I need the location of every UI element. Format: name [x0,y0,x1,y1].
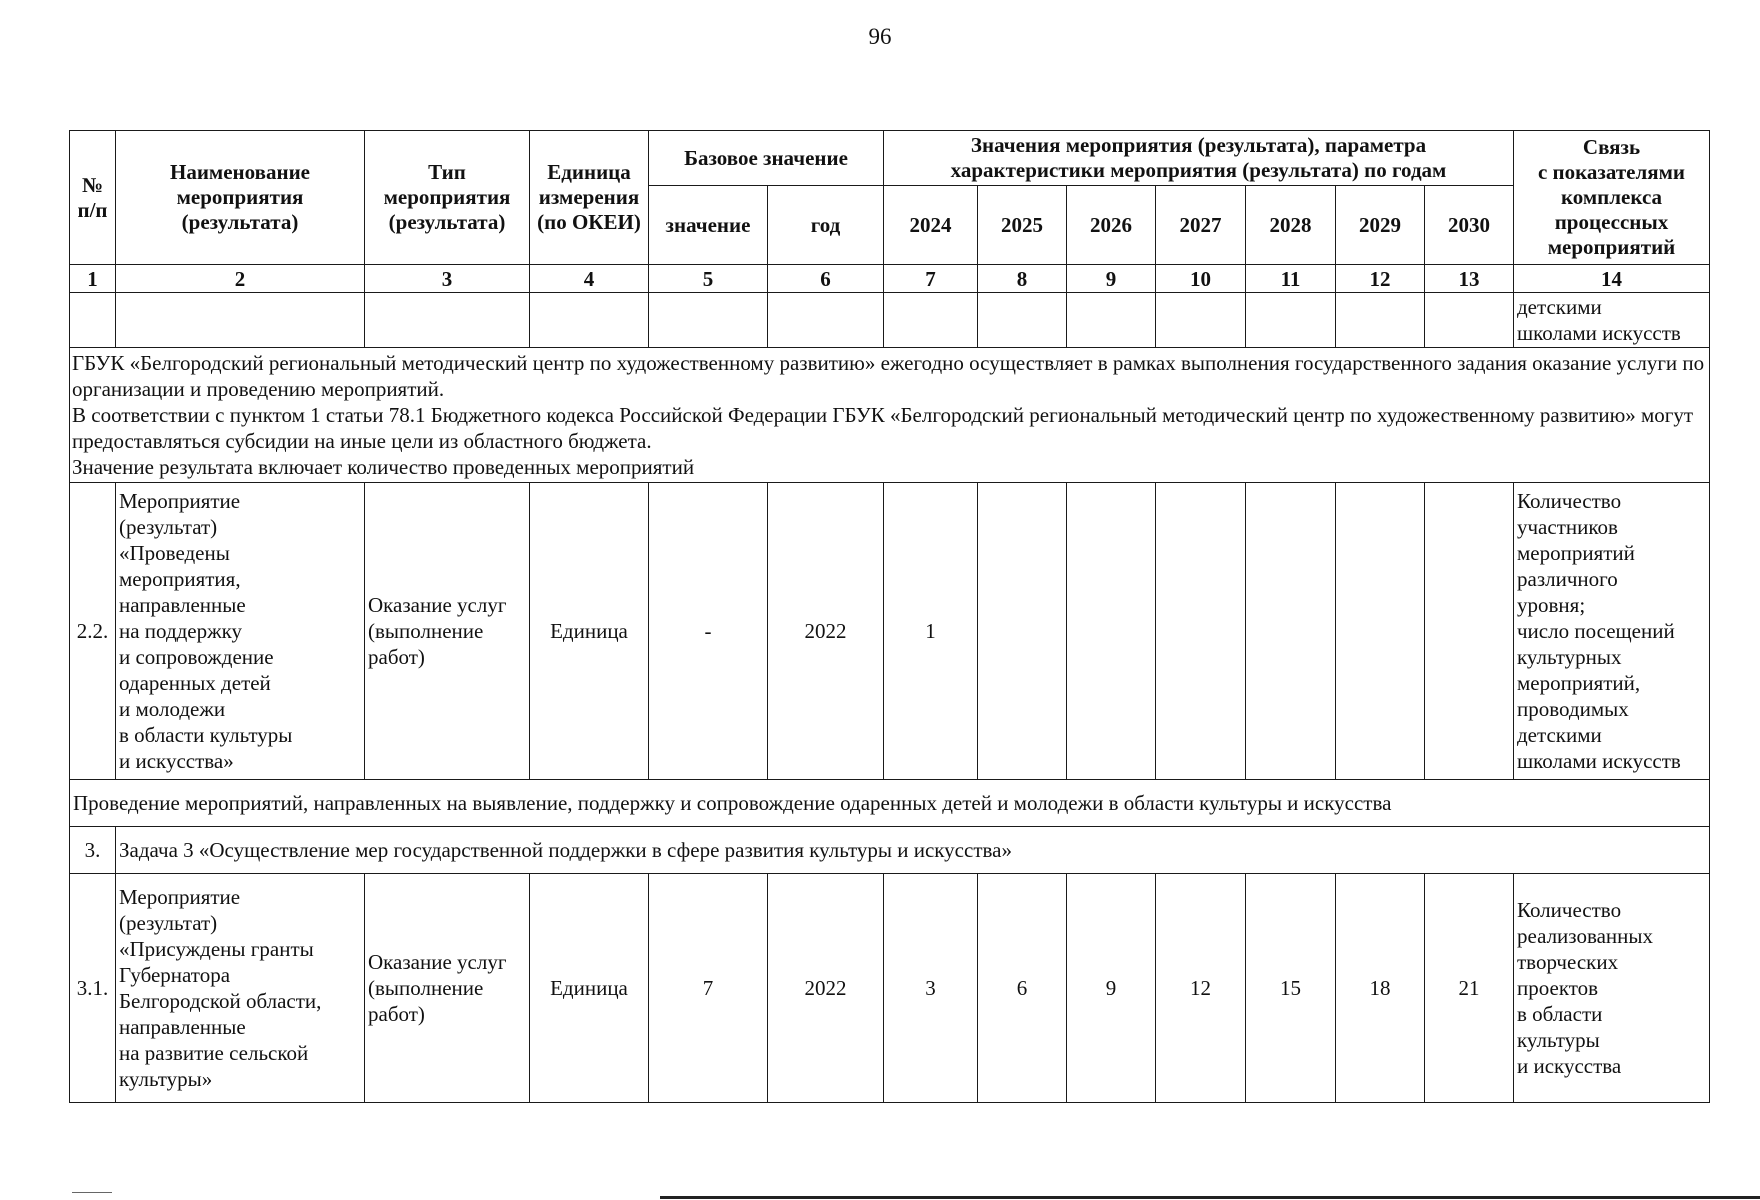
value-2028: 15 [1246,874,1336,1103]
column-number: 5 [649,265,768,293]
indicator-link: Количество участников мероприятий различного уровня; число посещений культурных мероприятий, проводимых детскими школами искусств [1514,483,1710,780]
measure-name: Мероприятие (результат) «Присуждены гранты Губернатора Белгородской области, направленные на развитие сельской культуры» [116,874,365,1103]
header-year-2024: 2024 [884,186,978,265]
column-number: 6 [768,265,884,293]
column-numbers-row [70,265,1710,293]
value-2028 [1246,483,1336,780]
header-unit: Единица измерения (по ОКЕИ) [530,131,649,265]
task-number: 3. [70,827,116,874]
header-year-2029: 2029 [1336,186,1425,265]
header-type: Тип мероприятия (результата) [365,131,530,265]
value-2024: 1 [884,483,978,780]
column-number: 3 [365,265,530,293]
continuation-row [70,293,1710,348]
header-num: № п/п [70,131,116,265]
column-number: 9 [1067,265,1156,293]
value-2027 [1156,483,1246,780]
measure-unit: Единица [530,483,649,780]
task-row [70,827,1710,874]
scan-mark [72,1192,112,1193]
value-2026: 9 [1067,874,1156,1103]
column-number: 10 [1156,265,1246,293]
measures-table [69,130,1710,1103]
header-base-year: год [768,186,884,265]
info-line: Значение результата включает количество проведенных мероприятий [72,455,695,479]
header-year-2025: 2025 [978,186,1067,265]
column-number: 11 [1246,265,1336,293]
column-number: 13 [1425,265,1514,293]
table-row-3-1 [70,874,1710,1103]
base-year: 2022 [768,483,884,780]
header-row [70,131,1710,186]
header-name: Наименование мероприятия (результата) [116,131,365,265]
value-2026 [1067,483,1156,780]
base-value: - [649,483,768,780]
column-number: 14 [1514,265,1710,293]
row-number: 2.2. [70,483,116,780]
header-year-2027: 2027 [1156,186,1246,265]
value-2029: 18 [1336,874,1425,1103]
info-line: В соответствии с пунктом 1 статьи 78.1 Бюджетного кодекса Российской Федерации ГБУК «Белгородский региональный методический центр по художественному развитию» могут предоставляться субсидии на иные цели из областного бюджета. [72,403,1694,453]
value-2025 [978,483,1067,780]
value-2027: 12 [1156,874,1246,1103]
base-value: 7 [649,874,768,1103]
value-2030 [1425,483,1514,780]
measure-type: Оказание услуг (выполнение работ) [365,483,530,780]
column-number: 1 [70,265,116,293]
header-values-group: Значения мероприятия (результата), параметра характеристики мероприятия (результата) по годам [884,131,1514,186]
column-number: 4 [530,265,649,293]
info-block-row [70,348,1710,483]
base-year: 2022 [768,874,884,1103]
info-block [70,348,1710,483]
header-year-2030: 2030 [1425,186,1514,265]
header-year-2026: 2026 [1067,186,1156,265]
column-number: 8 [978,265,1067,293]
value-2024: 3 [884,874,978,1103]
value-2029 [1336,483,1425,780]
measure-name: Мероприятие (результат) «Проведены мероприятия, направленные на поддержку и сопровождение одаренных детей и молодежи в области культуры и искусства» [116,483,365,780]
note-row [70,780,1710,827]
column-number: 7 [884,265,978,293]
info-line: ГБУК «Белгородский региональный методический центр по художественному развитию» ежегодно осуществляет в рамках выполнения государственного задания оказание услуги по организации и проведению мероприятий. [72,351,1705,401]
indicator-link: Количество реализованных творческих проектов в области культуры и искусства [1514,874,1710,1103]
value-2030: 21 [1425,874,1514,1103]
column-number: 2 [116,265,365,293]
header-year-2028: 2028 [1246,186,1336,265]
page-number: 96 [868,24,892,49]
task-text: Задача 3 «Осуществление мер государственной поддержки в сфере развития культуры и искусства» [116,827,1710,874]
continuation-link-cell: детскими школами искусств [1514,293,1710,348]
value-2025: 6 [978,874,1067,1103]
header-base-value: значение [649,186,768,265]
bottom-rule [660,1196,1760,1199]
column-number: 12 [1336,265,1425,293]
row-number: 3.1. [70,874,116,1103]
table-row-2-2 [70,483,1710,780]
header-link: Связь с показателями комплекса процессных мероприятий [1514,131,1710,265]
header-base: Базовое значение [649,131,884,186]
measure-unit: Единица [530,874,649,1103]
measure-type: Оказание услуг (выполнение работ) [365,874,530,1103]
note-text: Проведение мероприятий, направленных на выявление, поддержку и сопровождение одаренных детей и молодежи в области культуры и искусства [70,780,1710,827]
